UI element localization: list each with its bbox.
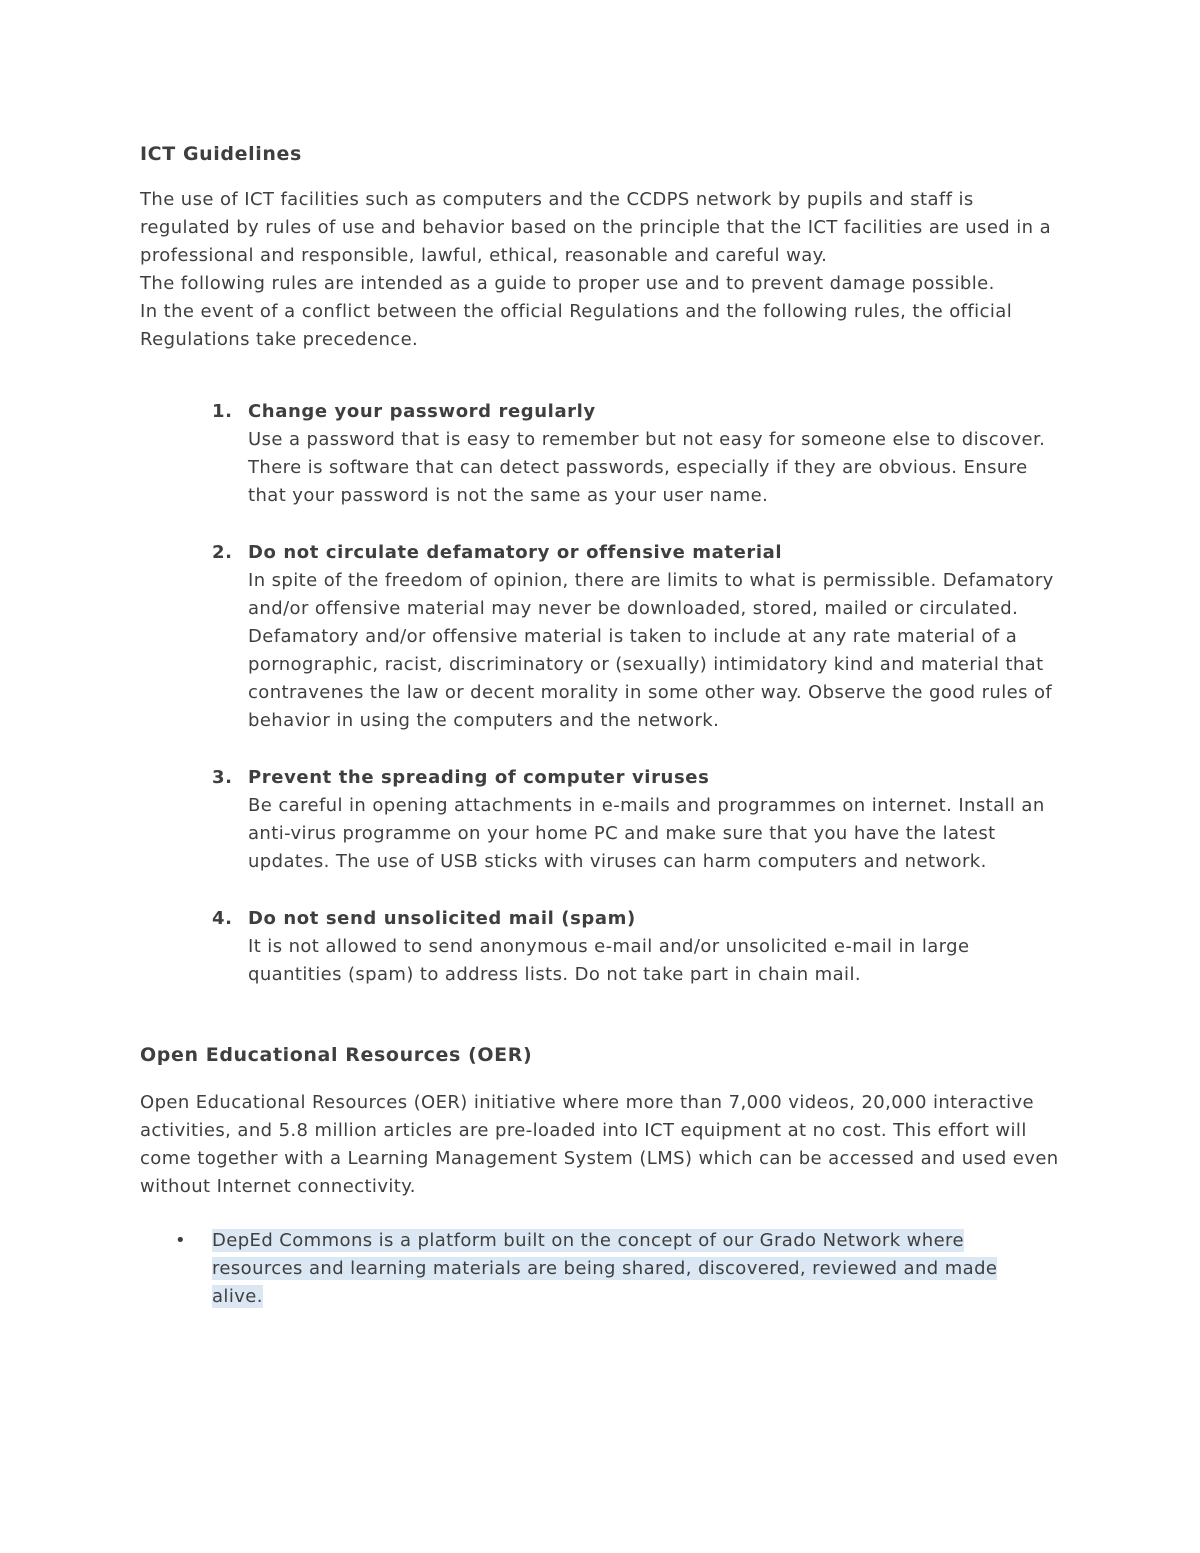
rule-item-3 <box>140 764 1062 876</box>
intro-paragraph <box>140 186 1062 354</box>
rule-body: Be careful in opening attachments in e-mails and programmes on internet. Install an anti-virus programme on your home PC and make sure that you have the latest updates. The use of USB sticks with viruses can harm computers and network. <box>248 795 1045 872</box>
rule-title: Do not send unsolicited mail (spam) <box>248 908 636 929</box>
rule-body: It is not allowed to send anonymous e-mail and/or unsolicited e-mail in large quantities (spam) to address lists. Do not take part in chain mail. <box>248 936 970 985</box>
rule-content <box>248 764 1060 876</box>
bullet-item-deped-commons <box>140 1227 1062 1311</box>
rule-body: In spite of the freedom of opinion, there are limits to what is permissible. Defamatory and/or offensive material may never be downloaded, stored, mailed or circulated. Defamatory and/or offensive material is taken to include at any rate material of a pornographic, racist, discriminatory or (sexually) intimidatory kind and material that contravenes the law or decent morality in some other way. Observe the good rules of behavior in using the computers and the network. <box>248 570 1054 731</box>
rule-number: 1. <box>212 401 233 422</box>
bullet-text <box>212 1227 1012 1311</box>
rule-title: Change your password regularly <box>248 401 596 422</box>
rule-title: Prevent the spreading of computer viruses <box>248 767 710 788</box>
rule-item-4 <box>140 905 1062 989</box>
intro-line-2: The following rules are intended as a guide to proper use and to prevent damage possible. <box>140 273 995 294</box>
heading-oer: Open Educational Resources (OER) <box>140 1044 533 1066</box>
oer-paragraph: Open Educational Resources (OER) initiative where more than 7,000 videos, 20,000 interactive activities, and 5.8 million articles are pre-loaded into ICT equipment at no cost. This effort will come together with a Learning Management System (LMS) which can be accessed and used even without Internet connectivity. <box>140 1092 1059 1197</box>
rule-number: 2. <box>212 542 233 563</box>
rule-title: Do not circulate defamatory or offensive material <box>248 542 783 563</box>
rules-list <box>140 398 1062 989</box>
highlighted-text: DepEd Commons is a platform built on the concept of our Grado Network where resources and learning materials are being shared, discovered, reviewed and made alive. <box>212 1230 998 1307</box>
rule-body: Use a password that is easy to remember but not easy for someone else to discover. There is software that can detect passwords, especially if they are obvious. Ensure that your password is not the same as your user name. <box>248 429 1046 506</box>
bullet-marker: • <box>175 1230 187 1251</box>
rule-content <box>248 398 1060 510</box>
intro-line-1: The use of ICT facilities such as computers and the CCDPS network by pupils and staff is regulated by rules of use and behavior based on the principle that the ICT facilities are used in a professional and responsible, lawful, ethical, reasonable and careful way. <box>140 189 1052 266</box>
intro-line-3: In the event of a conflict between the official Regulations and the following rules, the official Regulations take precedence. <box>140 301 1013 350</box>
rule-item-1 <box>140 398 1062 510</box>
rule-number: 4. <box>212 908 233 929</box>
rule-item-2 <box>140 539 1062 735</box>
bullet-list <box>140 1227 1062 1311</box>
heading-ict-guidelines: ICT Guidelines <box>140 143 302 165</box>
rule-number: 3. <box>212 767 233 788</box>
rule-content <box>248 539 1060 735</box>
rule-content <box>248 905 1060 989</box>
